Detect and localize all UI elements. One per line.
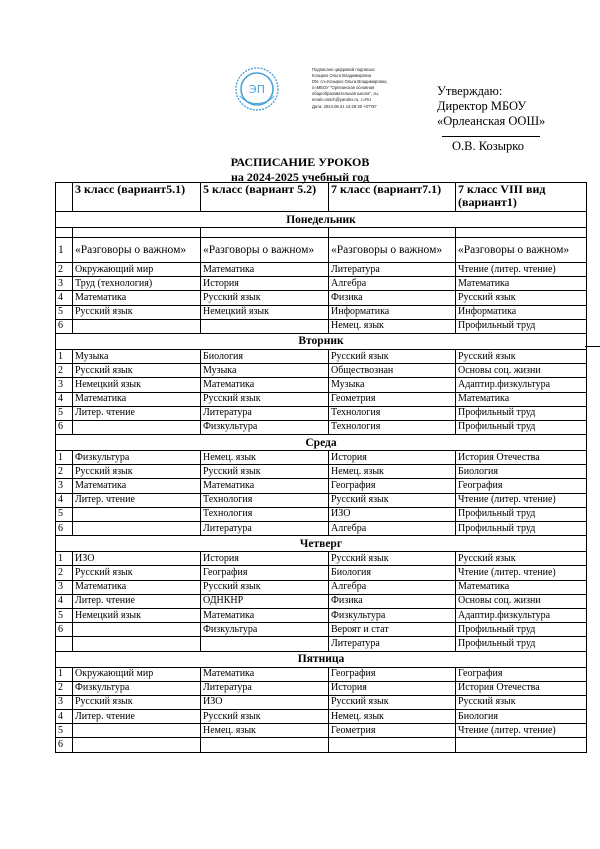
table-row xyxy=(56,465,587,479)
signature-line-text: Дата: 2024.08.31 13:28:30 +07'00' xyxy=(312,103,377,109)
lesson-cell: Чтение (литер. чтение) xyxy=(456,724,587,738)
lesson-cell: Алгебра xyxy=(329,277,456,291)
lesson-cell: Литература xyxy=(329,637,456,651)
lesson-cell: Информатика xyxy=(456,305,587,319)
lesson-number: 4 xyxy=(56,392,73,406)
approval-line: Директор МБОУ xyxy=(437,99,527,113)
lesson-number: 6 xyxy=(56,522,73,536)
lesson-cell: Адаптир.физкультура xyxy=(456,378,587,392)
stamp-label: ЭП xyxy=(249,83,265,96)
lesson-cell xyxy=(73,623,201,637)
lesson-cell xyxy=(73,637,201,651)
lesson-number: 3 xyxy=(56,378,73,392)
lesson-cell: Профильный труд xyxy=(456,420,587,434)
lesson-cell: История xyxy=(329,681,456,695)
header-cell xyxy=(56,183,73,212)
lesson-cell xyxy=(73,724,201,738)
day-name: Пятница xyxy=(56,651,587,667)
lesson-cell: Русский язык xyxy=(456,349,587,363)
lesson-number: 2 xyxy=(56,465,73,479)
lesson-cell: Чтение (литер. чтение) xyxy=(456,566,587,580)
lesson-cell: География xyxy=(456,667,587,681)
table-row xyxy=(56,566,587,580)
lesson-cell: Обществознан xyxy=(329,364,456,378)
lesson-cell: Математика xyxy=(201,479,329,493)
table-row xyxy=(56,637,587,651)
signature-line-text: o=МБОУ "Орлеанская основная xyxy=(312,85,375,91)
lesson-cell: История Отечества xyxy=(456,451,587,465)
lesson-cell: Русский язык xyxy=(73,305,201,319)
table-row xyxy=(56,392,587,406)
lesson-cell: Профильный труд xyxy=(456,319,587,333)
lesson-cell: Немецкий язык xyxy=(73,608,201,622)
table-row xyxy=(56,406,587,420)
lesson-cell: Русский язык xyxy=(201,291,329,305)
lesson-cell: Математика xyxy=(73,479,201,493)
signature-details xyxy=(312,67,432,110)
empty-cell xyxy=(201,228,329,238)
lesson-number: 3 xyxy=(56,479,73,493)
lesson-number: 5 xyxy=(56,608,73,622)
approval-line: «Орлеанская ООШ» xyxy=(437,114,546,128)
table-row xyxy=(56,695,587,709)
day-name: Четверг xyxy=(56,536,587,552)
lesson-cell: Немец. язык xyxy=(329,465,456,479)
table-row xyxy=(56,552,587,566)
day-row xyxy=(56,435,587,451)
document-title: РАСПИСАНИЕ УРОКОВ xyxy=(230,155,370,169)
lesson-cell: Литер. чтение xyxy=(73,594,201,608)
lesson-cell: Литература xyxy=(329,263,456,277)
table-row xyxy=(56,594,587,608)
lesson-cell: Литература xyxy=(201,681,329,695)
lesson-cell: Русский язык xyxy=(329,552,456,566)
lesson-cell: Биология xyxy=(201,349,329,363)
approval-line: Утверждаю: xyxy=(437,84,503,98)
lesson-number: 6 xyxy=(56,623,73,637)
day-row xyxy=(56,536,587,552)
lesson-cell: Математика xyxy=(73,291,201,305)
lesson-number: 6 xyxy=(56,420,73,434)
day-name: Вторник xyxy=(56,333,587,349)
digital-signature-stamp-icon xyxy=(234,66,280,112)
lesson-cell: Математика xyxy=(73,580,201,594)
lesson-cell: «Разговоры о важном» xyxy=(329,238,456,263)
lesson-cell: Музыка xyxy=(329,378,456,392)
lesson-cell: Профильный труд xyxy=(456,623,587,637)
lesson-cell: Математика xyxy=(201,378,329,392)
signature-line-text: Козырко Ольга Владимировна xyxy=(312,73,372,79)
lesson-cell: Физкультура xyxy=(201,420,329,434)
lesson-cell: Немец. язык xyxy=(329,710,456,724)
lesson-cell: Русский язык xyxy=(201,710,329,724)
lesson-cell: «Разговоры о важном» xyxy=(73,238,201,263)
table-row xyxy=(56,608,587,622)
lesson-cell: Чтение (литер. чтение) xyxy=(456,263,587,277)
header-cell: 5 класс (вариант 5.2) xyxy=(201,183,329,212)
table-row xyxy=(56,623,587,637)
day-row xyxy=(56,651,587,667)
lesson-cell: Русский язык xyxy=(73,566,201,580)
lesson-cell: Литер. чтение xyxy=(73,493,201,507)
day-row xyxy=(56,212,587,228)
lesson-cell: Технология xyxy=(201,493,329,507)
lesson-cell: ИЗО xyxy=(201,695,329,709)
lesson-cell: История xyxy=(201,277,329,291)
lesson-cell: Литература xyxy=(201,522,329,536)
table-header-row xyxy=(56,183,587,212)
table-row xyxy=(56,238,587,263)
lesson-number: 2 xyxy=(56,681,73,695)
lesson-cell: География xyxy=(329,479,456,493)
lesson-cell: География xyxy=(201,566,329,580)
lesson-cell: Русский язык xyxy=(329,349,456,363)
lesson-cell: Основы соц. жизни xyxy=(456,594,587,608)
lesson-number: 1 xyxy=(56,238,73,263)
lesson-cell: Русский язык xyxy=(201,580,329,594)
lesson-cell xyxy=(73,507,201,521)
table-row xyxy=(56,364,587,378)
lesson-cell: Математика xyxy=(456,277,587,291)
lesson-number: 4 xyxy=(56,291,73,305)
lesson-number: 5 xyxy=(56,724,73,738)
lesson-cell: История xyxy=(329,451,456,465)
empty-cell xyxy=(456,228,587,238)
lesson-cell: ИЗО xyxy=(329,507,456,521)
table-row xyxy=(56,263,587,277)
table-row xyxy=(56,681,587,695)
lesson-number: 1 xyxy=(56,451,73,465)
table-row xyxy=(56,479,587,493)
lesson-cell: Труд (технология) xyxy=(73,277,201,291)
lesson-cell: Биология xyxy=(456,465,587,479)
signature-line xyxy=(442,136,540,137)
lesson-number: 2 xyxy=(56,364,73,378)
lesson-cell: Окружающий мир xyxy=(73,263,201,277)
lesson-cell xyxy=(456,738,587,752)
lesson-cell: Физкультура xyxy=(201,623,329,637)
lesson-cell: Немец. язык xyxy=(201,724,329,738)
header-cell: 7 класс VIII вид (вариант1) xyxy=(456,183,587,212)
lesson-cell: Литература xyxy=(201,406,329,420)
lesson-cell: Русский язык xyxy=(329,493,456,507)
lesson-number: 6 xyxy=(56,738,73,752)
lesson-cell: Русский язык xyxy=(456,552,587,566)
table-row xyxy=(56,738,587,752)
signature-line-text: Подписано цифровой подписью: xyxy=(312,67,376,72)
empty-cell xyxy=(73,228,201,238)
table-row xyxy=(56,507,587,521)
schedule-table xyxy=(55,182,587,753)
lesson-cell: Математика xyxy=(201,608,329,622)
header-cell: 7 класс (вариант7.1) xyxy=(329,183,456,212)
lesson-cell: Алгебра xyxy=(329,522,456,536)
lesson-cell: Геометрия xyxy=(329,392,456,406)
lesson-cell xyxy=(73,319,201,333)
table-row xyxy=(56,420,587,434)
lesson-number: 3 xyxy=(56,695,73,709)
header-cell: 3 класс (вариант5.1) xyxy=(73,183,201,212)
lesson-number: 4 xyxy=(56,594,73,608)
lesson-cell xyxy=(201,319,329,333)
lesson-cell: Немецкий язык xyxy=(73,378,201,392)
lesson-number: 1 xyxy=(56,667,73,681)
lesson-cell: Физика xyxy=(329,291,456,305)
lesson-cell: Адаптир.физкультура xyxy=(456,608,587,622)
table-row xyxy=(56,667,587,681)
lesson-cell: Чтение (литер. чтение) xyxy=(456,493,587,507)
signature-line-text: email=oosch@yandex.ru, c=RU xyxy=(312,97,372,103)
lesson-cell: «Разговоры о важном» xyxy=(456,238,587,263)
lesson-cell: Математика xyxy=(201,263,329,277)
lesson-cell: Основы соц. жизни xyxy=(456,364,587,378)
lesson-cell: Немец. язык xyxy=(201,451,329,465)
lesson-cell: Немецкий язык xyxy=(201,305,329,319)
lesson-cell xyxy=(73,420,201,434)
lesson-number: 1 xyxy=(56,552,73,566)
lesson-cell: Русский язык xyxy=(201,392,329,406)
table-row xyxy=(56,580,587,594)
document-subtitle: на 2024-2025 учебный год xyxy=(230,170,370,184)
lesson-cell: Немец. язык xyxy=(329,319,456,333)
lesson-cell: Физика xyxy=(329,594,456,608)
lesson-cell: Окружающий мир xyxy=(73,667,201,681)
lesson-cell: Профильный труд xyxy=(456,637,587,651)
lesson-number: 5 xyxy=(56,507,73,521)
lesson-cell: География xyxy=(456,479,587,493)
lesson-cell: Литер. чтение xyxy=(73,406,201,420)
lesson-number: 1 xyxy=(56,349,73,363)
lesson-cell: Физкультура xyxy=(73,681,201,695)
lesson-cell: Математика xyxy=(456,580,587,594)
lesson-cell: Профильный труд xyxy=(456,507,587,521)
lesson-cell: Русский язык xyxy=(201,465,329,479)
lesson-cell: Профильный труд xyxy=(456,522,587,536)
lesson-cell: Литер. чтение xyxy=(73,710,201,724)
day-name: Понедельник xyxy=(56,212,587,228)
lesson-number: 4 xyxy=(56,493,73,507)
lesson-cell: Алгебра xyxy=(329,580,456,594)
table-row xyxy=(56,710,587,724)
director-name: О.В. Козырко xyxy=(452,139,524,153)
lesson-cell: Профильный труд xyxy=(456,406,587,420)
signature-line-text: DN: cn=Козырко Ольга Владимировна, xyxy=(312,79,388,85)
lesson-cell: Вероят и стат xyxy=(329,623,456,637)
table-row xyxy=(56,493,587,507)
table-row xyxy=(56,378,587,392)
lesson-cell: Русский язык xyxy=(456,291,587,305)
table-row xyxy=(56,451,587,465)
lesson-number: 5 xyxy=(56,305,73,319)
lesson-cell xyxy=(201,637,329,651)
table-row xyxy=(56,319,587,333)
approval-block xyxy=(437,84,545,129)
divider xyxy=(585,346,600,347)
lesson-cell: Математика xyxy=(73,392,201,406)
table-row xyxy=(56,277,587,291)
lesson-number: 6 xyxy=(56,319,73,333)
table-row xyxy=(56,305,587,319)
lesson-cell: Русский язык xyxy=(73,695,201,709)
lesson-cell: Музыка xyxy=(201,364,329,378)
lesson-cell xyxy=(73,738,201,752)
lesson-cell xyxy=(73,522,201,536)
lesson-cell xyxy=(329,738,456,752)
lesson-number: 3 xyxy=(56,580,73,594)
lesson-cell: Физкультура xyxy=(329,608,456,622)
lesson-cell: Русский язык xyxy=(73,364,201,378)
signature-line-text: общеобразовательная школа", ou, xyxy=(312,91,380,97)
lesson-cell: Геометрия xyxy=(329,724,456,738)
lesson-cell: История xyxy=(201,552,329,566)
lesson-cell: География xyxy=(329,667,456,681)
table-row xyxy=(56,724,587,738)
lesson-cell: «Разговоры о важном» xyxy=(201,238,329,263)
table-row xyxy=(56,291,587,305)
lesson-number: 2 xyxy=(56,566,73,580)
lesson-cell: ОДНКНР xyxy=(201,594,329,608)
lesson-cell xyxy=(201,738,329,752)
lesson-cell: Музыка xyxy=(73,349,201,363)
lesson-number: 2 xyxy=(56,263,73,277)
lesson-cell: Математика xyxy=(456,392,587,406)
lesson-cell: История Отечества xyxy=(456,681,587,695)
lesson-number: 5 xyxy=(56,406,73,420)
empty-cell xyxy=(56,228,73,238)
lesson-cell: Технология xyxy=(201,507,329,521)
spacer-row xyxy=(56,228,587,238)
day-name: Среда xyxy=(56,435,587,451)
lesson-number: 3 xyxy=(56,277,73,291)
lesson-cell: Русский язык xyxy=(329,695,456,709)
empty-cell xyxy=(329,228,456,238)
table-row xyxy=(56,349,587,363)
day-row xyxy=(56,333,587,349)
lesson-cell: Русский язык xyxy=(73,465,201,479)
lesson-cell: Математика xyxy=(201,667,329,681)
lesson-cell: Биология xyxy=(456,710,587,724)
lesson-cell: Русский язык xyxy=(456,695,587,709)
lesson-cell: ИЗО xyxy=(73,552,201,566)
table-row xyxy=(56,522,587,536)
lesson-number xyxy=(56,637,73,651)
lesson-cell: Технология xyxy=(329,406,456,420)
lesson-cell: Биология xyxy=(329,566,456,580)
lesson-cell: Информатика xyxy=(329,305,456,319)
lesson-cell: Технология xyxy=(329,420,456,434)
lesson-cell: Физкультура xyxy=(73,451,201,465)
lesson-number: 4 xyxy=(56,710,73,724)
